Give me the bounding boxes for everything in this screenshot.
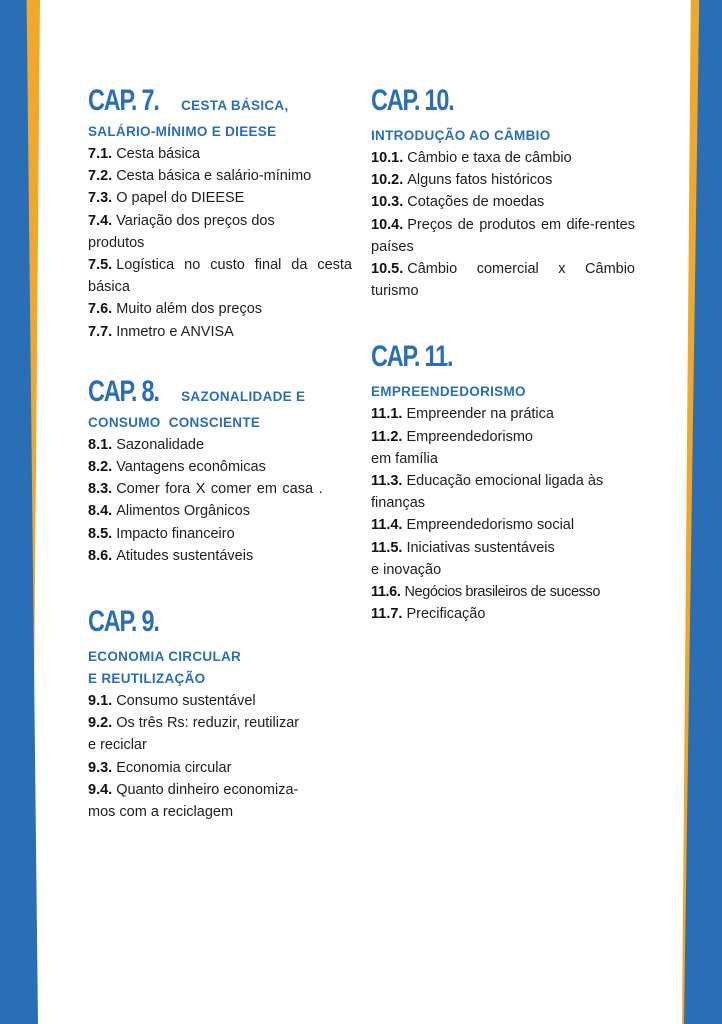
- topic-item[interactable]: 7.4. Variação dos preços dos produtos: [88, 212, 275, 251]
- topic-item[interactable]: 10.2. Alguns fatos históricos: [371, 172, 553, 189]
- topic-item[interactable]: 11.1. Empreender na prática: [371, 406, 554, 423]
- topic-item[interactable]: 7.1. Cesta básica: [88, 146, 201, 162]
- topic-item[interactable]: 7.5. Logística no custo final da cesta básica: [88, 257, 352, 296]
- topic-item[interactable]: 7.3. O papel do DIEESE: [88, 190, 245, 207]
- topic-item[interactable]: 11.7. Precificação: [371, 606, 486, 623]
- chapter-title: SAZONALIDADE E: [181, 388, 306, 404]
- chapter-title-line2: E REUTILIZAÇÃO: [88, 671, 206, 687]
- topic-item[interactable]: 9.3. Economia circular: [88, 759, 232, 776]
- chapter-title: INTRODUÇÃO AO CÂMBIO: [371, 128, 551, 143]
- topic-item[interactable]: 7.7. Inmetro e ANVISA: [88, 323, 234, 340]
- chapter-heading: [88, 86, 352, 121]
- right-column: [371, 86, 635, 659]
- topic-item[interactable]: 9.1. Consumo sustentável: [88, 693, 256, 710]
- chapter-number: CAP. 11.: [371, 340, 453, 374]
- topic-item[interactable]: 11.5. Iniciativas sustentáveis e inovação: [371, 539, 555, 578]
- chapter-title: ECONOMIA CIRCULAR: [88, 649, 242, 665]
- chapter-11: [371, 342, 635, 625]
- topic-item[interactable]: 9.4. Quanto dinheiro economiza- mos com a reciclagem: [88, 781, 299, 821]
- topic-item[interactable]: 10.4. Preços de produtos em dife-rentes países: [371, 216, 635, 255]
- topic-list: [371, 147, 635, 302]
- topic-item[interactable]: 7.2. Cesta básica e salário-mínimo: [88, 168, 312, 185]
- chapter-heading: [88, 374, 352, 412]
- topic-item[interactable]: 8.6. Atitudes sustentáveis: [88, 547, 254, 564]
- topic-item[interactable]: 11.3. Educação emocional ligada às finanças: [371, 473, 604, 512]
- topic-item[interactable]: 8.2. Vantagens econômicas: [88, 459, 266, 476]
- topic-item[interactable]: 11.4. Empreendedorismo social: [371, 517, 575, 534]
- chapter-8: [88, 374, 352, 567]
- chapter-10: [371, 86, 635, 302]
- chapter-heading: [88, 607, 352, 642]
- chapter-title: CESTA BÁSICA,: [181, 98, 289, 113]
- topic-item[interactable]: 8.1. Sazonalidade: [88, 436, 205, 453]
- chapter-title: EMPREENDEDORISMO: [371, 384, 526, 400]
- topic-item[interactable]: 10.3. Cotações de moedas: [371, 194, 545, 211]
- topic-item[interactable]: 7.6. Muito além dos preços: [88, 301, 263, 318]
- chapter-heading: [371, 342, 635, 377]
- chapter-9: [88, 607, 352, 823]
- topic-item[interactable]: 9.2. Os três Rs: reduzir, reutilizar e reciclar: [88, 715, 300, 754]
- topic-list: [88, 690, 352, 823]
- topic-item[interactable]: 11.2. Empreendedorismo em família: [371, 428, 533, 467]
- topic-list: [371, 403, 635, 625]
- chapter-number: CAP. 8.: [88, 374, 159, 408]
- topic-item[interactable]: 8.4. Alimentos Orgânicos: [88, 503, 250, 520]
- topic-item[interactable]: 10.1. Câmbio e taxa de câmbio: [371, 150, 572, 166]
- chapter-7: [88, 86, 352, 343]
- topic-item[interactable]: 8.5. Impacto financeiro: [88, 525, 235, 542]
- left-column: [88, 86, 352, 857]
- chapter-number: CAP. 10.: [371, 84, 454, 117]
- topic-list: [88, 143, 352, 343]
- topic-item[interactable]: 11.6. Negócios brasileiros de sucesso: [371, 584, 600, 601]
- chapter-number: CAP. 7.: [88, 84, 159, 117]
- topic-item[interactable]: 8.3. Comer fora X comer em casa .: [88, 481, 323, 498]
- topic-list: [88, 434, 352, 567]
- topic-item[interactable]: 10.5. Câmbio comercial x Câmbio turismo: [371, 261, 635, 300]
- chapter-heading: [371, 86, 635, 121]
- chapter-number: CAP. 9.: [88, 605, 159, 639]
- chapter-title-line2: CONSUMO CONSCIENTE: [88, 414, 261, 430]
- chapter-title-line2: SALÁRIO-MÍNIMO E DIEESE: [88, 124, 277, 139]
